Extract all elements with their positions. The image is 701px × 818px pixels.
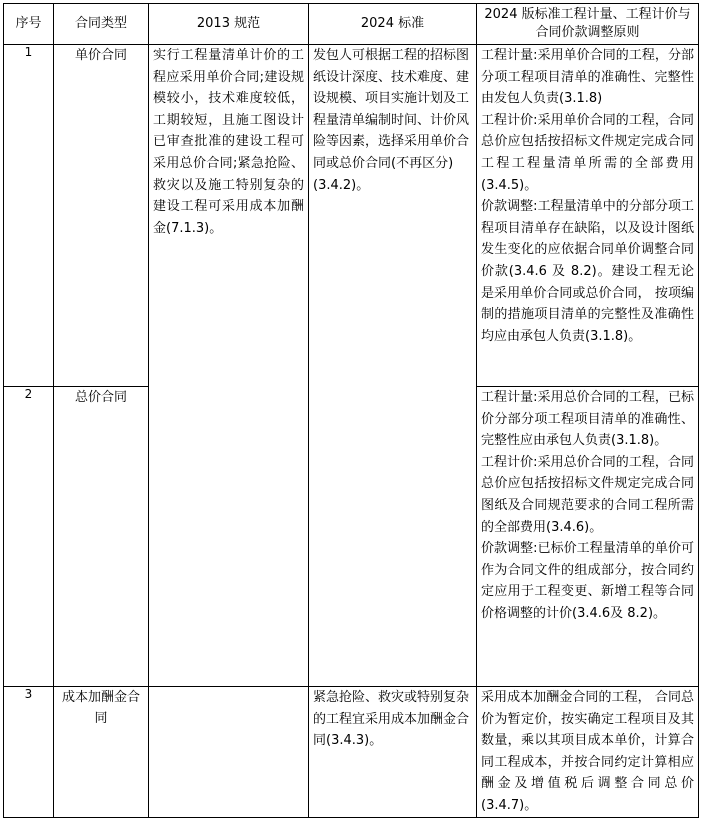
spec-2013-cell: 实行工程量清单计价的工程应采用单价合同;建设规模较小，技术难度较低，工期较短，且施工图设计已审查批准的建设工程可采用总价合同;紧急抢险、救灾以及施工特别复杂的建设工程可采用成本加酬金(7.1.3)。 xyxy=(149,45,309,687)
table-row xyxy=(4,687,699,818)
header-row xyxy=(4,4,699,45)
table-row xyxy=(4,45,699,387)
principle-paragraph: 价款调整:工程量清单中的分部分项工程项目清单存在缺陷，以及设计图纸发生变化的应依据合同单价调整合同价款(3.4.6 及 8.2)。建设工程无论是采用单价合同或总价合同， 按项编制的措施项目清单的完整性及准确性均应由承包人负责(3.1.8)。 xyxy=(481,199,694,344)
principle-paragraph: 工程计价:采用总价合同的工程，合同总价应包括按招标文件规定完成合同图纸及合同规范要求的合同工程所需的全部费用(3.4.6)。 xyxy=(481,454,694,535)
principles-cell xyxy=(477,45,699,387)
principle-paragraph: 工程计价:采用单价合同的工程，合同总价应包括按招标文件规定完成合同工程工程量清单所需的全部费用(3.4.5)。 xyxy=(481,112,694,193)
principle-paragraph: 工程计量:采用单价合同的工程，分部分项工程项目清单的准确性、完整性由发包人负责(3.1.8) xyxy=(481,48,694,107)
principles-cell xyxy=(477,387,699,687)
header-2024-principles: 2024 版标准工程计量、工程计价与合同价款调整原则 xyxy=(477,4,699,45)
row-contract-type: 总价合同 xyxy=(54,387,149,687)
header-index: 序号 xyxy=(4,4,54,45)
principles-cell xyxy=(477,687,699,818)
standard-2024-cell: 紧急抢险、救灾或特别复杂的工程宜采用成本加酬金合同(3.4.3)。 xyxy=(309,687,477,818)
row-index: 2 xyxy=(4,387,54,687)
row-index: 3 xyxy=(4,687,54,818)
header-type: 合同类型 xyxy=(54,4,149,45)
row-index: 1 xyxy=(4,45,54,387)
row-contract-type: 单价合同 xyxy=(54,45,149,387)
header-2024-standard: 2024 标准 xyxy=(309,4,477,45)
header-2013-spec: 2013 规范 xyxy=(149,4,309,45)
row-contract-type: 成本加酬金合同 xyxy=(54,687,149,818)
principle-paragraph: 采用成本加酬金合同的工程， 合同总价为暂定价，按实确定工程项目及其数量，乘以其项目成本单价，计算合同工程成本，并按合同约定计算相应酬金及增值税后调整合同总价 (3.4.7)。 xyxy=(481,690,694,813)
spec-2013-empty-cell xyxy=(149,687,309,818)
standard-2024-cell: 发包人可根据工程的招标图纸设计深度、技术难度、建设规模、项目实施计划及工程量清单编制时间、计价风险等因素，选择采用单价合同或总价合同(不再区分)(3.4.2)。 xyxy=(309,45,477,687)
contract-comparison-table xyxy=(3,3,699,818)
principle-paragraph: 工程计量:采用总价合同的工程，已标价分部分项工程项目清单的准确性、完整性应由承包人负责(3.1.8)。 xyxy=(481,390,694,449)
principle-paragraph: 价款调整:已标价工程量清单的单价可作为合同文件的组成部分，按合同约定应用于工程变更、新增工程等合同价格调整的计价(3.4.6及 8.2)。 xyxy=(481,541,694,621)
